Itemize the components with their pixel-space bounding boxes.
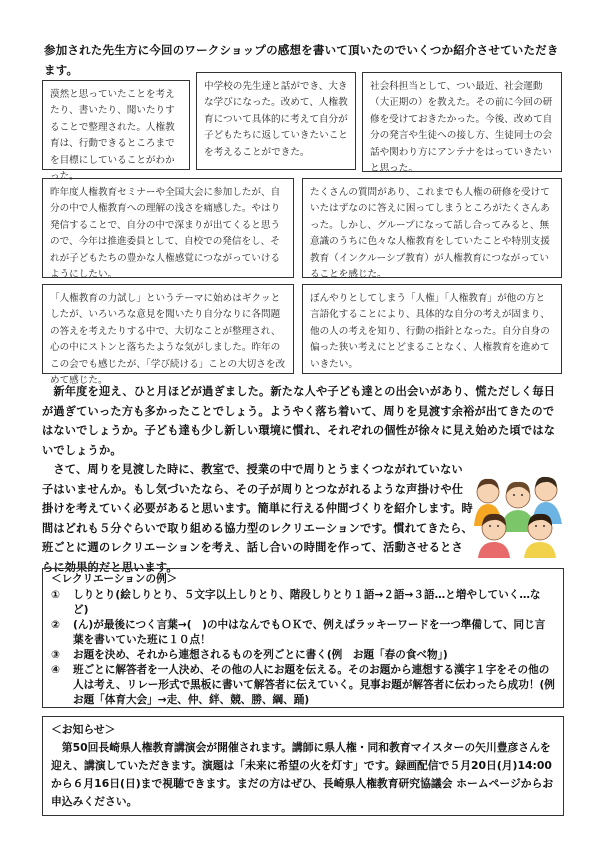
recreation-item [51, 588, 555, 618]
recreation-item-text: お題を決め、それから連想されるものを列ごとに書く(例 お題「春の食べ物」) [73, 649, 448, 661]
recreation-item-number: ① [51, 589, 60, 601]
children-group-illustration-icon [470, 466, 566, 558]
recreation-item-number: ③ [51, 649, 60, 661]
paragraph-recreation-intro: さて、周りを見渡した時に、教室で、授業の中で周りとうまくつながれていない子はいませんか。もし気づいたなら、その子が周りとつながれるような声掛けや仕掛けを考えていく必要があると思います。簡単に行える仲間づくりを紹介します。時間はどれも５分ぐらいで取り組める協力型のレクリエーションです。慣れてきたら、班ごとに週のレクリエーションを考え、話し合いの時間を作って、活動させるとさらに効果的だと思います。 [42, 463, 473, 574]
paragraph-new-year: 新年度を迎え、ひと月ほどが過ぎました。新たな人や子ども達との出会いがあり、慌ただしく毎日が過ぎていった方も多かったことでしょう。ようやく落ち着いて、周りを見渡す余裕が出てきたのではないでしょうか。子ども達も少し新しい環境に慣れ、それぞれの個性が徐々に見え始めた頃ではないでしょうか。 [42, 385, 556, 457]
notice-title: ＜お知らせ＞ [51, 723, 116, 736]
intro-text: 参加された先生方に今回のワークショップの感想を書いて頂いたのでいくつか紹介させていただきます。 [44, 43, 559, 77]
recreation-item-number: ② [51, 619, 60, 631]
comment-box-5: たくさんの質問があり、これまでも人権の研修を受けていたはずなのに答えに困ってしまうところがたくさんあった。しかし、グループになって話し合ってみると、無意識のうちに色々な人権教育をしていたことや特別支援教育（インクルーシブ教育）が人権教育につながっていることを感じた。 [302, 178, 562, 278]
recreation-item [51, 663, 566, 708]
recreation-item-number: ④ [51, 664, 60, 676]
comment-box-1: 漠然と思っていたことを考えたり、書いたり、聞いたりすることで整理された。人権教育は、行動できるところまでを目標にしていることがわかった。 [42, 80, 190, 170]
comment-box-4: 昨年度人権教育セミナーや全国大会に参加したが、自分の中で人権教育への理解の浅さを痛感した。やはり発信することで、自分の中で深まりが出てくると思うので、今年は推進委員として、自校での発信をし、それが子どもたちの豊かな人権感覚につながっていけるようにしたい。 [42, 178, 294, 278]
comment-box-2: 中学校の先生達と話ができ、大きな学びになった。改めて、人権教育について具体的に考えて自分が子どもたちに返していきたいことを考えることができた。 [196, 72, 356, 170]
notice-body: 第50回長崎県人権教育講演会が開催されます。講師に県人権・同和教育マイスターの矢川豊彦さんを迎え、講演していただきます。演題は「未来に希望の火を灯す」です。録画配信で５月20日(月)14:00から６月16日(日)まで視聴できます。まだの方はぜひ、長崎県人権教育研究協議会 ホームページからお申込みください。 [51, 741, 554, 808]
recreation-title: ＜レクリエーションの例＞ [51, 573, 178, 585]
comment-box-7: ぼんやりとしてしまう「人権」「人権教育」が他の方と言語化することにより、具体的な自分の考えが固まり、他の人の考えを知り、行動の指針となった。自分自身の偏った狭い考えにとどまることなく、人権教育を進めていきたい。 [302, 284, 562, 374]
recreation-item-text: しりとり(絵しりとり、５文字以上しりとり、階段しりとり１語→２語→３語…と増やしていく…など) [73, 589, 541, 616]
recreation-examples-box [42, 568, 564, 708]
comment-box-6: 「人権教育の力試し」というテーマに始めはギクッとしたが、いろいろな意見を聞いたり自分なりに各問題の答えを考えたりする中で、大切なことが整理され、心の中にストンと落ちたような気がしました。昨年のこの会でも感じたが、「学び続ける」ことの大切さを改めて感じた。 [42, 284, 294, 374]
comment-box-3: 社会科担当として、つい最近、社会運動（大正期の）を教えた。その前に今回の研修を受けておきたかった。今後、改めて自分の発言や生徒への接し方、生徒同士の会話や関わり方にアンテナをはっていきたいと思った。 [362, 72, 562, 172]
recreation-item-text: (ん)が最後につく言葉→( )の中はなんでもＯＫで、例えばラッキーワードを一つ準備して、同じ言葉を書いていた班に１０点！ [73, 619, 546, 646]
recreation-item-text: 班ごとに解答者を一人決め、その他の人にお題を伝える。そのお題から連想する漢字１字をその他の人は考え、リレー形式で黒板に書いて解答者に伝えていく。見事お題が解答者に伝わったら成功！(例 お題「体育大会」→走、仲、絆、競、勝、綱、踊) [73, 664, 566, 706]
notice-box [42, 716, 564, 816]
recreation-item [51, 618, 555, 648]
recreation-item [51, 648, 555, 663]
